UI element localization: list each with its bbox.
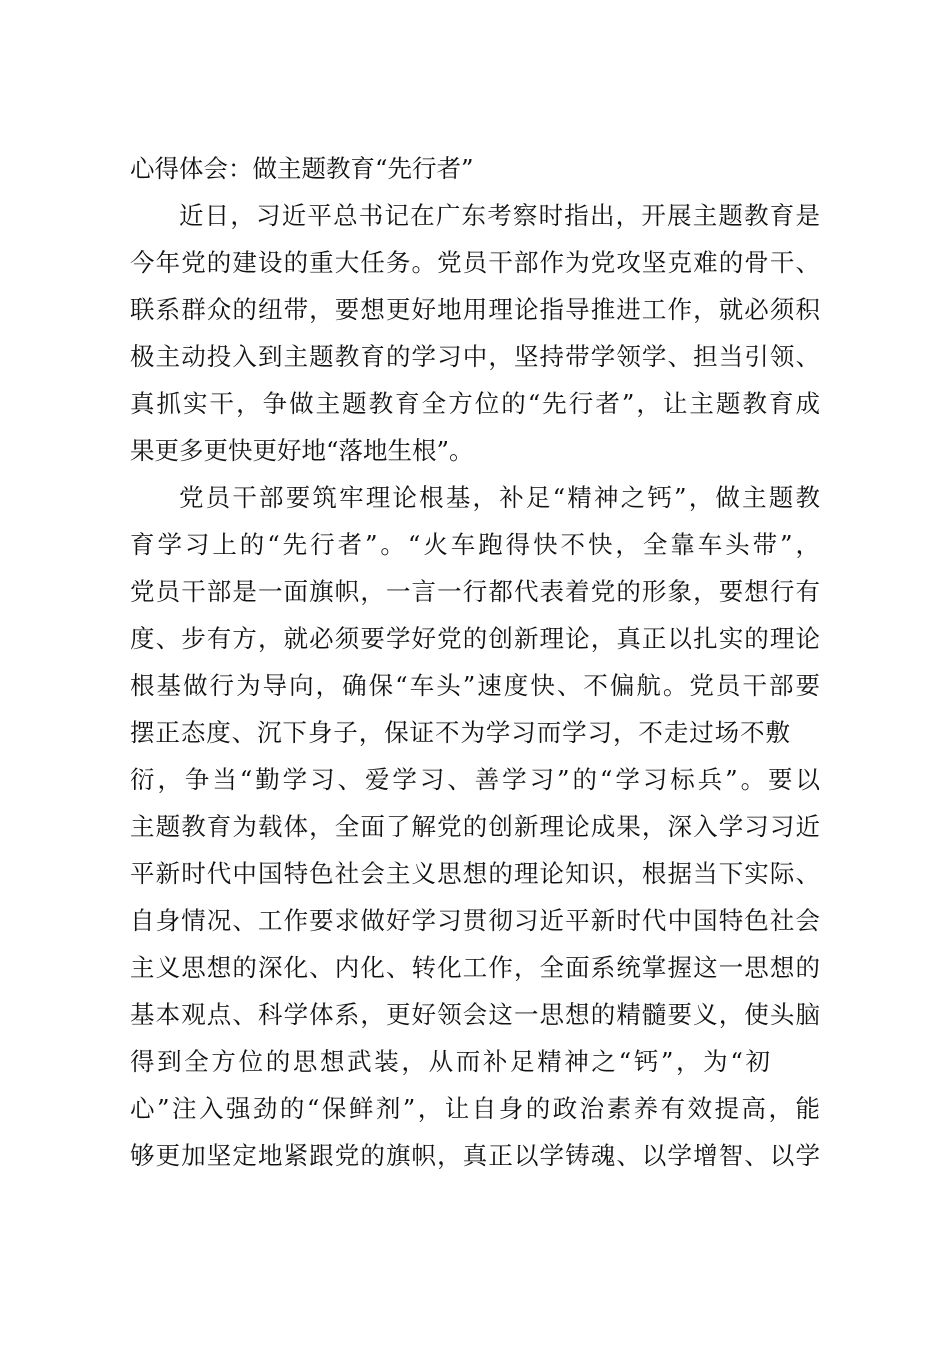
document-title: 心得体会：做主题教育“先行者” bbox=[130, 154, 474, 183]
paragraph-2-line-8: 主题教育为载体，全面了解党的创新理论成果，深入学习习近 bbox=[130, 812, 820, 841]
paragraph-1-line-4: 极主动投入到主题教育的学习中，坚持带学领学、担当引领、 bbox=[130, 342, 820, 371]
paragraph-2-line-15: 够更加坚定地紧跟党的旗帜，真正以学铸魂、以学增智、以学 bbox=[130, 1141, 820, 1170]
paragraph-2-line-2: 育学习上的“先行者”。“火车跑得快不快，全靠车头带”， bbox=[130, 530, 820, 559]
paragraph-2-line-4: 度、步有方，就必须要学好党的创新理论，真正以扎实的理论 bbox=[130, 624, 820, 653]
paragraph-2-line-9: 平新时代中国特色社会主义思想的理论知识，根据当下实际、 bbox=[130, 859, 820, 888]
paragraph-2-line-5: 根基做行为导向，确保“车头”速度快、不偏航。党员干部要 bbox=[130, 671, 820, 700]
paragraph-1-line-6: 果更多更快更好地“落地生根”。 bbox=[130, 436, 474, 465]
paragraph-1-line-2: 今年党的建设的重大任务。党员干部作为党攻坚克难的骨干、 bbox=[130, 248, 820, 277]
paragraph-2-line-12: 基本观点、科学体系，更好领会这一思想的精髓要义，使头脑 bbox=[130, 1000, 820, 1029]
paragraph-2-line-7: 衍，争当“勤学习、爱学习、善学习”的“学习标兵”。要以 bbox=[130, 765, 820, 794]
paragraph-1-line-1: 近日，习近平总书记在广东考察时指出，开展主题教育是 bbox=[179, 201, 820, 230]
paragraph-1-line-5: 真抓实干，争做主题教育全方位的“先行者”，让主题教育成 bbox=[130, 389, 820, 418]
paragraph-2-line-1: 党员干部要筑牢理论根基，补足“精神之钙”，做主题教 bbox=[179, 483, 820, 512]
paragraph-2-line-14: 心”注入强劲的“保鲜剂”，让自身的政治素养有效提高，能 bbox=[130, 1094, 820, 1123]
paragraph-2-line-13: 得到全方位的思想武装，从而补足精神之“钙”，为“初 bbox=[130, 1047, 770, 1076]
paragraph-2-line-11: 主义思想的深化、内化、转化工作，全面系统掌握这一思想的 bbox=[130, 953, 820, 982]
paragraph-1-line-3: 联系群众的纽带，要想更好地用理论指导推进工作，就必须积 bbox=[130, 295, 820, 324]
paragraph-2-line-10: 自身情况、工作要求做好学习贯彻习近平新时代中国特色社会 bbox=[130, 906, 820, 935]
paragraph-2-line-3: 党员干部是一面旗帜，一言一行都代表着党的形象，要想行有 bbox=[130, 577, 820, 606]
paragraph-2-line-6: 摆正态度、沉下身子，保证不为学习而学习，不走过场不敷 bbox=[130, 718, 790, 747]
